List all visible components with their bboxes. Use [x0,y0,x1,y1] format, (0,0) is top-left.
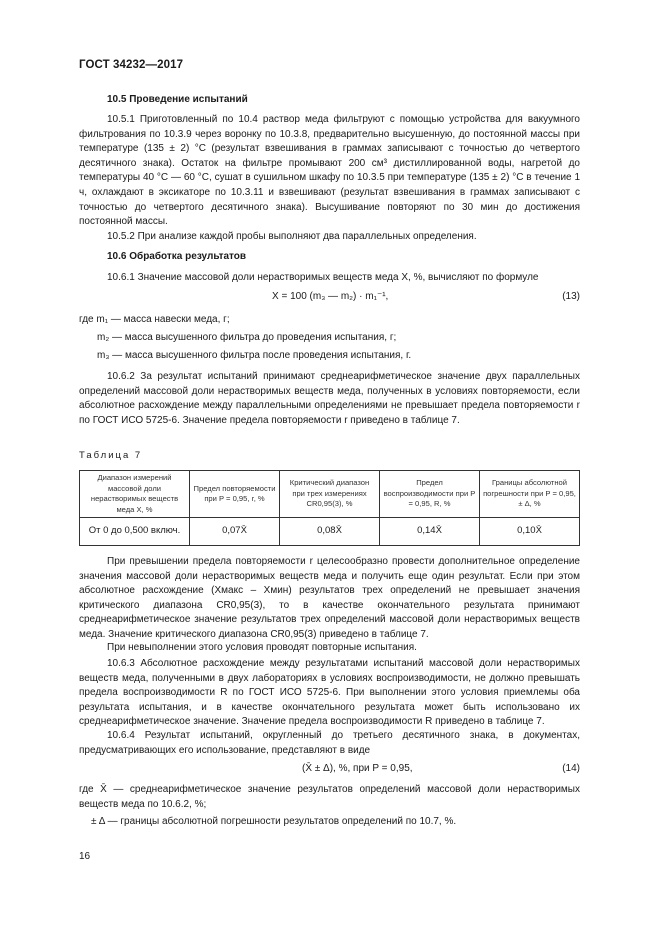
page-number: 16 [79,851,91,862]
table-cell-error-bounds: 0,10X̄ [480,518,580,546]
paragraph-10-6-1: 10.6.1 Значение массовой доли нерастворимых веществ меда X, %, вычисляют по формуле [107,272,539,283]
formula-14: (X̄ ± Δ), %, при P = 0,95, [302,763,413,774]
table-header-row [80,471,580,518]
table-header-repeatability: Предел повторяемости при P = 0,95, r, % [190,471,280,518]
where-delta: ± Δ — границы абсолютной погрешности результатов определений по 10.7, %. [91,816,457,827]
table-cell-range: От 0 до 0,500 включ. [80,518,190,546]
paragraph-10-6-2: 10.6.2 За результат испытаний принимают среднеарифметическое значение двух параллельных определений массовой доли нерастворимых веществ меда, полученных в условиях повторяемости, если абсолютное расхождение между параллельными определениями не превышает предела повторяемости r по ГОСТ ИСО 5725-6. Значение предела повторяемости r приведено в таблице 7. [79,371,580,426]
table-header-error-bounds: Границы абсолютной погрешности при P = 0,95,± Δ, % [480,471,580,518]
table-cell-reproducibility: 0,14X̄ [380,518,480,546]
document-header: ГОСТ 34232—2017 [79,59,184,71]
table-header-reproducibility: Предел воспроизводимости при P = 0,95, R, % [380,471,480,518]
paragraph-fail: При невыполнении этого условия проводят повторные испытания. [107,642,417,653]
section-10-5-title: 10.5 Проведение испытаний [107,94,248,105]
section-10-6-title: 10.6 Обработка результатов [107,251,247,262]
formula-13: X = 100 (m₃ — m₂) · m₁⁻¹, [272,291,389,302]
table-header-range: Диапазон измерений массовой доли нерастворимых веществ меда X, % [80,471,190,518]
where-m1: где m₁ — масса навески меда, г; [79,314,230,325]
where-xbar: где X̄ — среднеарифметическое значение результатов определений массовой доли нерастворимых веществ меда по 10.6.2, %; [79,784,580,810]
table-cell-repeatability: 0,07X̄ [190,518,280,546]
paragraph-10-5-1: 10.5.1 Приготовленный по 10.4 раствор меда фильтруют с помощью устройства для вакуумного фильтрования по 10.3.9 через воронку по 10.3.8, предварительно высушенную, до постоянной массы при температуре (135 ± 2) °С (результат взвешивания в граммах записывают с точностью до четвертого десятичного знака). Остаток на фильтре промывают 200 см³ дистиллированной воды, нагретой до температуры 40 °С — 60 °С, сушат в сушильном шкафу по 10.3.5 при температуре (135 ± 2) °С в течение 1 ч, охлаждают в эксикаторе по 10.3.11 и взвешивают (результат взвешивания в граммах записывают с точностью до четвертого десятичного знака). Высушивание повторяют по 30 мин до достижения постоянной массы. [79,114,580,228]
paragraph-10-6-4: 10.6.4 Результат испытаний, округленный до третьего десятичного знака, в документах, предусматривающих его использование, представляют в виде [79,730,580,756]
table-7 [79,470,580,546]
where-m2: m₂ — масса высушенного фильтра до проведения испытания, г; [97,332,397,343]
paragraph-exceed: При превышении предела повторяемости r целесообразно провести дополнительное определение значения массовой доли нерастворимых веществ меда и получить еще один результат. Если при этом абсолютное расхождение (Xмакс – Xмин) результатов трех определений не превышает значения критического диапазона CR0,95(3), то в качестве окончательного результата принимают среднеарифметическое значение результатов трех определений массовой доли нерастворимых веществ меда. Значение критического диапазона CR0,95(3) приведено в таблице 7. [79,556,580,640]
paragraph-10-6-3: 10.6.3 Абсолютное расхождение между результатами испытаний массовой доли нерастворимых веществ меда, полученными в двух лабораториях в условиях воспроизводимости, не должно превышать предела воспроизводимости R по ГОСТ ИСО 5725-6. При выполнении этого условия приемлемы оба результата испытания, и в качестве окончательного результата может быть использовано их среднеарифметическое значение. Значение предела воспроизводимости R приведено в таблице 7. [79,658,580,728]
table-cell-critical-range: 0,08X̄ [280,518,380,546]
table-header-critical-range: Критический диапазон при трех измерениях CR0,95(3), % [280,471,380,518]
where-m3: m₃ — масса высушенного фильтра после проведения испытания, г. [97,350,412,361]
table-row [80,518,580,546]
table-caption: Таблица 7 [79,450,143,461]
equation-number-14: (14) [562,763,580,774]
paragraph-10-5-2: 10.5.2 При анализе каждой пробы выполняют два параллельных определения. [107,231,477,242]
equation-number-13: (13) [562,291,580,302]
